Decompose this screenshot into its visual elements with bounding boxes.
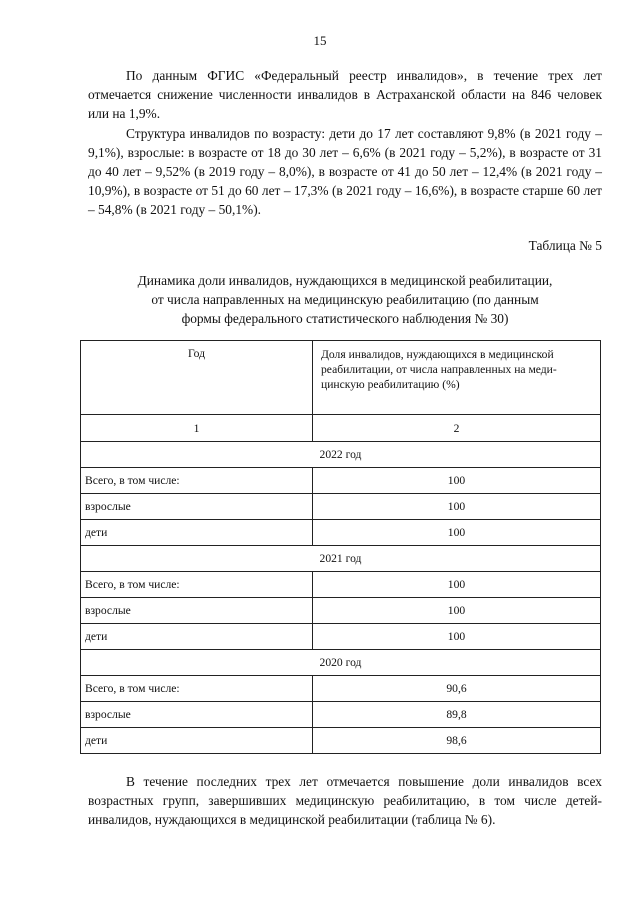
year-row (81, 442, 601, 468)
table-label: Таблица № 5 (528, 238, 602, 253)
row-label: дети (81, 624, 313, 650)
table-row (81, 728, 601, 754)
column-header-share: Доля инвалидов, нуждающихся в медицинской реабилитации, от числа направленных на меди-цинскую реабилитацию (%) (313, 341, 601, 415)
row-value: 100 (313, 598, 601, 624)
row-value: 100 (313, 520, 601, 546)
table-title-line: формы федерального статистического наблюдения № 30) (181, 311, 509, 326)
year-row (81, 650, 601, 676)
row-label: взрослые (81, 598, 313, 624)
row-value: 100 (313, 494, 601, 520)
paragraph-conclusion: В течение последних трех лет отмечается повышение доли инвалидов всех возрастных групп, завершивших медицинскую реабилитацию, в том числе детей-инвалидов, нуждающихся в медицинской реабилитации (таблица № 6). (88, 774, 602, 827)
table-row (81, 468, 601, 494)
year-label: 2021 год (81, 546, 601, 572)
row-value: 100 (313, 572, 601, 598)
column-header-year: Год (81, 341, 313, 415)
table-row (81, 520, 601, 546)
row-value: 90,6 (313, 676, 601, 702)
table-row (81, 702, 601, 728)
paragraph-registry: По данным ФГИС «Федеральный реестр инвалидов», в течение трех лет отмечается снижение численности инвалидов в Астраханской области на 846 человек или на 1,9%. (88, 68, 602, 121)
table-row (81, 624, 601, 650)
table-title-line: Динамика доли инвалидов, нуждающихся в медицинской реабилитации, (137, 273, 553, 288)
row-label: Всего, в том числе: (81, 572, 313, 598)
row-label: Всего, в том числе: (81, 676, 313, 702)
column-number: 2 (313, 415, 601, 442)
row-label: дети (81, 728, 313, 754)
row-label: Всего, в том числе: (81, 468, 313, 494)
row-value: 100 (313, 468, 601, 494)
year-label: 2020 год (81, 650, 601, 676)
row-label: дети (81, 520, 313, 546)
table-row (81, 494, 601, 520)
page-number: 15 (313, 33, 327, 48)
table-row (81, 572, 601, 598)
year-label: 2022 год (81, 442, 601, 468)
row-label: взрослые (81, 494, 313, 520)
table-row (81, 676, 601, 702)
year-row (81, 546, 601, 572)
table-title-line: от числа направленных на медицинскую реабилитацию (по данным (151, 292, 539, 307)
row-value: 100 (313, 624, 601, 650)
column-number: 1 (81, 415, 313, 442)
row-value: 89,8 (313, 702, 601, 728)
table-title (80, 271, 610, 328)
row-label: взрослые (81, 702, 313, 728)
column-number-row (81, 415, 601, 442)
paragraph-age-structure: Структура инвалидов по возрасту: дети до 17 лет составляют 9,8% (в 2021 году – 9,1%), взрослые: в возрасте от 18 до 30 лет – 6,6% (в 2021 году – 5,2%), в возрасте от 31 до 40 лет – 9,52% (в 2019 году – 8,0%), в возрасте от 41 до 50 лет – 12,4% (в 2021 году – 10,9%), в возрасте от 51 до 60 лет – 17,3% (в 2021 году – 16,6%), в возрасте старше 60 лет – 54,8% (в 2021 году – 50,1%). (88, 126, 602, 217)
rehabilitation-table (80, 340, 601, 754)
row-value: 98,6 (313, 728, 601, 754)
table-row (81, 598, 601, 624)
